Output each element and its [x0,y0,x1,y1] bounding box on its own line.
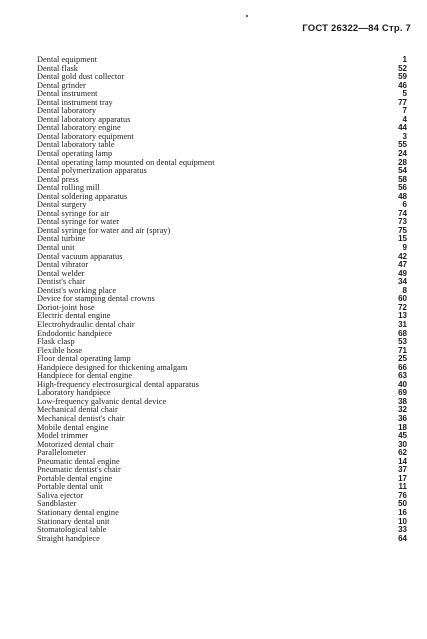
index-term: Dental syringe for air [37,208,110,218]
index-entry [37,441,407,450]
index-term: Dentist's working place [37,285,117,295]
index-page-number: 34 [398,277,407,287]
index-page-number: 63 [398,371,407,381]
index-page-number: 15 [398,234,407,244]
index-term: Dental welder [37,268,85,278]
index-page-number: 38 [398,396,407,406]
index-page-number: 49 [398,268,407,278]
index-term: High-frequency electrosurgical dental apparatus [37,379,199,389]
index-page-number: 75 [398,225,407,235]
index-term: Dental surgery [37,200,87,210]
index-term: Portable dental unit [37,482,103,492]
index-page-number: 46 [398,80,407,90]
index-page-number: 59 [398,72,407,82]
index-page-number: 64 [398,533,407,543]
index-entry [37,73,407,82]
index-page-number: 69 [398,388,407,398]
index-page-number: 5 [402,89,407,99]
index-term: Dental instrument [37,89,98,99]
index-term: Dental press [37,174,79,184]
index-entry [37,535,407,544]
index-page-number: 76 [398,490,407,500]
index-term: Device for stamping dental crowns [37,294,155,304]
index-entry [37,235,407,244]
index-page-number: 71 [398,345,407,355]
index-page-number: 1 [402,55,407,64]
index-term: Dental turbine [37,234,86,244]
index-term: Flask clasp [37,337,75,347]
index-page-number: 77 [398,97,407,107]
index-term: Pneumatic dental engine [37,456,120,466]
index-term: Pneumatic dentist's chair [37,465,121,475]
index-page-number: 13 [398,311,407,321]
index-page-number: 30 [398,439,407,449]
index-term: Endodontic handpiece [37,328,112,338]
index-page-number: 17 [398,473,407,483]
index-entry [37,424,407,433]
index-page-number: 47 [398,260,407,270]
index-page-number: 4 [402,114,407,124]
index-term: Dental syringe for water [37,217,120,227]
index-term: Dental vibrator [37,260,89,270]
index-term: Dental laboratory engine [37,123,121,133]
index-page-number: 8 [402,285,407,295]
print-speck [246,15,248,17]
index-page-number: 68 [398,328,407,338]
index-page-number: 58 [398,174,407,184]
index-page-number: 42 [398,251,407,261]
index-page-number: 40 [398,379,407,389]
index-page-number: 60 [398,294,407,304]
index-page-number: 45 [398,431,407,441]
index-entry [37,330,407,339]
index-page-number: 62 [398,448,407,458]
index-term: Dental vacuum apparatus [37,251,123,261]
index-page-number: 10 [398,516,407,526]
index-page-number: 32 [398,405,407,415]
index-page-number: 3 [402,131,407,141]
index-entry [37,270,407,279]
index-term: Straight handpiece [37,533,100,543]
index-page-number: 9 [402,243,407,253]
index-term: Dental polymerization apparatus [37,166,147,176]
index-page-number: 14 [398,456,407,466]
index-page-number: 11 [398,482,407,492]
index-page-number: 37 [398,465,407,475]
index-page-number: 36 [398,413,407,423]
index-term: Stationary dental engine [37,507,119,517]
index-term: Doriot-joint hose [37,302,95,312]
index-term: Dental syringe for water and air (spray) [37,225,171,235]
index-page-number: 72 [398,302,407,312]
index-term: Mobile dental engine [37,422,109,432]
index-page-number: 24 [398,149,407,159]
index-term: Mechanical dental chair [37,405,118,415]
index-entry [37,492,407,501]
index-page-number: 44 [398,123,407,133]
index-page-number: 55 [398,140,407,150]
index-entry [37,56,407,65]
index-entry [37,338,407,347]
index-term: Stomatological table [37,525,107,535]
index-page-number: 53 [398,337,407,347]
index-page-number: 66 [398,362,407,372]
index-page-number: 31 [398,319,407,329]
index-page-number: 50 [398,499,407,509]
index-term: Stationary dental unit [37,516,110,526]
index-page-number: 54 [398,166,407,176]
index-term: Saliva ejector [37,490,84,500]
index-term: Dental equipment [37,55,98,64]
index-term: Model trimmer [37,431,89,441]
index-term: Dental operating lamp [37,149,113,159]
index-entry [37,261,407,270]
index-term: Electrohydraulic dental chair [37,319,135,329]
index-term: Motorized dental chair [37,439,114,449]
index-term: Handpiece for dental engine [37,371,133,381]
index-term: Handpiece designed for thickening amalgam [37,362,188,372]
index-entry [37,193,407,202]
index-page-number: 28 [398,157,407,167]
index-entry [37,227,407,236]
index-term: Dental laboratory equipment [37,131,134,141]
index-page-number: 33 [398,525,407,535]
index-term: Portable dental engine [37,473,113,483]
index-term: Dentist's chair [37,277,86,287]
index-page-number: 16 [398,507,407,517]
index-page-number: 18 [398,422,407,432]
index-term: Sandblaster [37,499,77,509]
index-term: Dental gold dust collector [37,72,125,82]
index-term: Dental rolling mill [37,183,100,193]
index-term: Dental instrument tray [37,97,113,107]
index-page-number: 73 [398,217,407,227]
index-term: Dental soldering apparatus [37,191,128,201]
index-term: Dental laboratory [37,106,97,116]
index-page-number: 56 [398,183,407,193]
index-term: Flexible hose [37,345,83,355]
index-page-number: 25 [398,354,407,364]
index-term: Dental flask [37,63,78,73]
index-term: Dental unit [37,243,75,253]
index-term: Mechanical dentist's chair [37,413,125,423]
index-term: Dental operating lamp mounted on dental equipment [37,157,215,167]
index-page-number: 7 [402,106,407,116]
index-entry [37,483,407,492]
index-term: Electric dental engine [37,311,111,321]
index-term: Laboratory handpiece [37,388,111,398]
index-entry [37,253,407,262]
index-page-number: 6 [402,200,407,210]
index-term: Low-frequency galvanic dental device [37,396,167,406]
alphabetical-index [37,56,407,543]
index-term: Floor dental operating lamp [37,354,131,364]
index-page-number: 52 [398,63,407,73]
page-header: ГОСТ 26322—84 Стр. 7 [302,23,411,34]
index-entry [37,167,407,176]
index-term: Dental laboratory table [37,140,115,150]
index-term: Dental laboratory apparatus [37,114,131,124]
index-page-number: 48 [398,191,407,201]
index-term: Parallelometer [37,448,87,458]
index-term: Dental grinder [37,80,86,90]
index-page-number: 74 [398,208,407,218]
